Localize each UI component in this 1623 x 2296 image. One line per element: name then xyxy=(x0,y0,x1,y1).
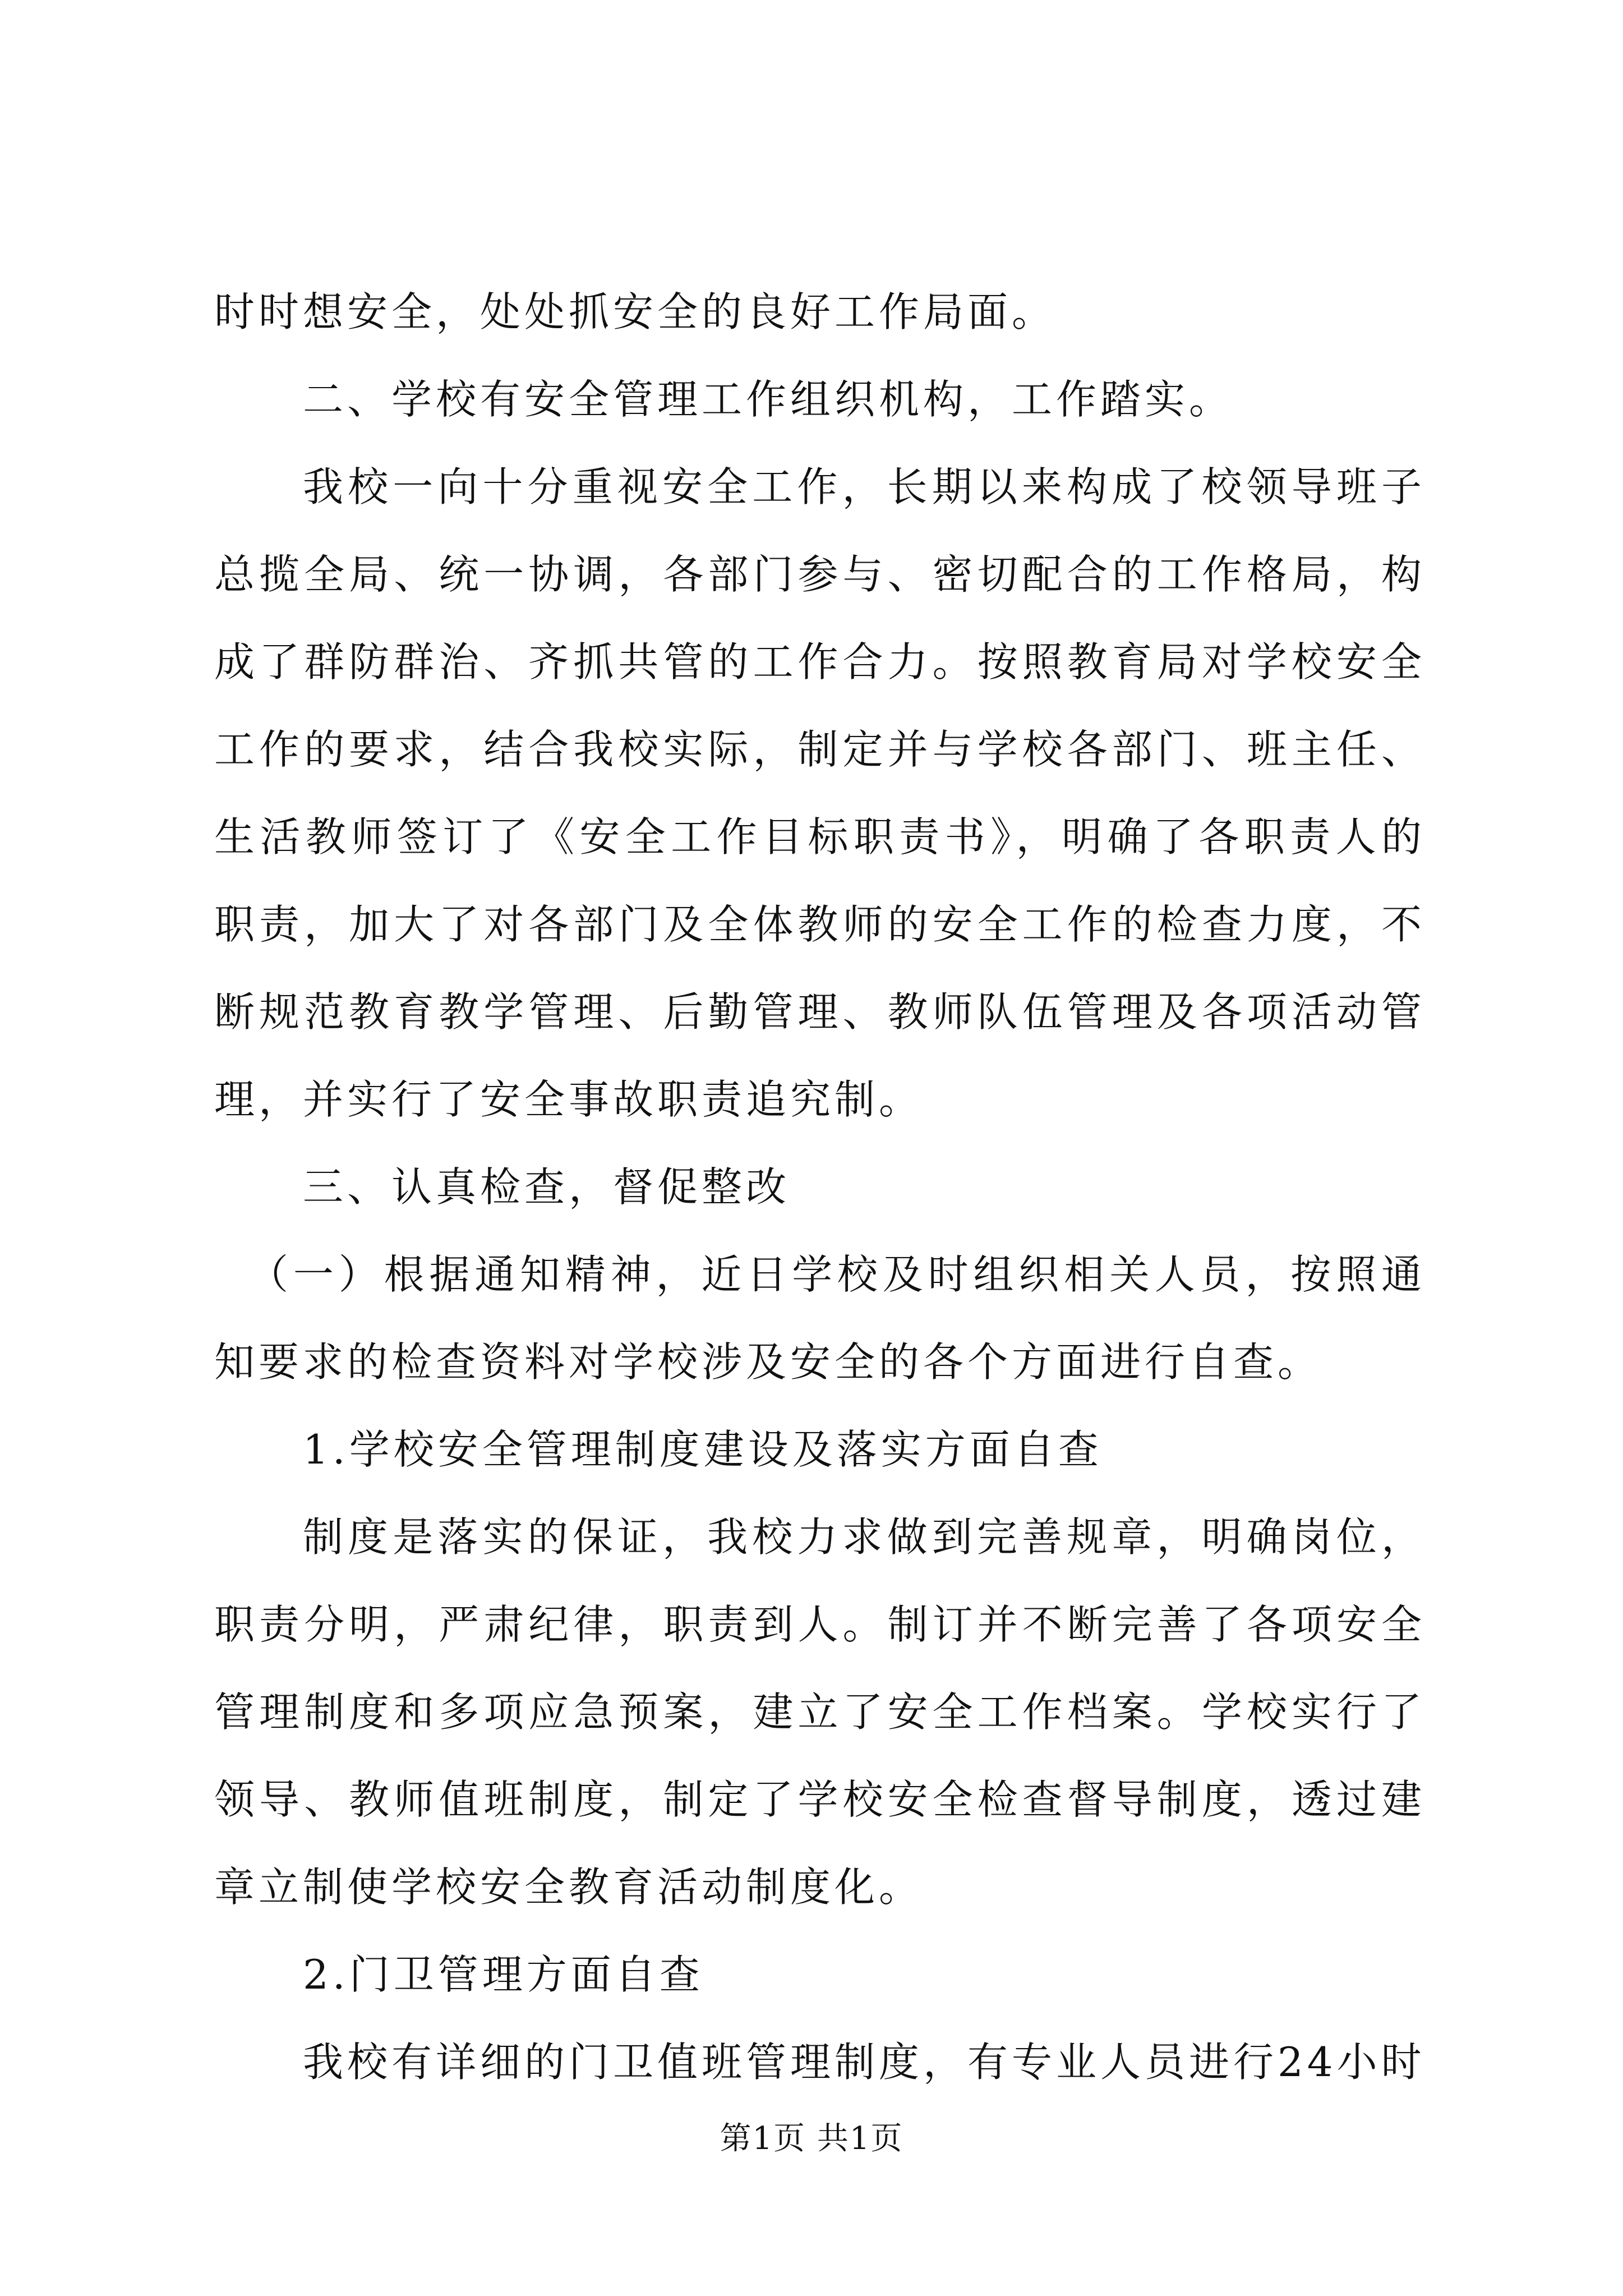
paragraph-guard-management: 我校有详细的门卫值班管理制度，有专业人员进行24小时 xyxy=(303,2039,1426,2086)
paragraph-safety-organization: 我校一向十分重视安全工作，长期以来构成了校领导班子总揽全局、统一协调，各部门参与、密切配合的工作格局，构成了群防群治、齐抓共管的工作合力。按照教育局对学校安全工作的要求，结合我校实际，制定并与学校各部门、班主任、生活教师签订了《安全工作目标职责书》，明确了各职责人的职责，加大了对各部门及全体教师的安全工作的检查力度，不断规范教育教学管理、后勤管理、教师队伍管理及各项活动管理，并实行了安全事故职责追究制。 xyxy=(214,463,1426,1123)
paragraph-management-system: 制度是落实的保证，我校力求做到完善规章，明确岗位，职责分明，严肃纪律，职责到人。制订并不断完善了各项安全管理制度和多项应急预案，建立了安全工作档案。学校实行了领导、教师值班制度，制定了学校安全检查督导制度，透过建章立制使学校安全教育活动制度化。 xyxy=(214,1513,1426,1911)
page-footer: 第1页 共1页 xyxy=(720,2120,903,2157)
paragraph-self-inspection: （一）根据通知精神，近日学校及时组织相关人员，按照通知要求的检查资料对学校涉及安全的各个方面进行自查。 xyxy=(214,1251,1426,1386)
paragraph-continuation: 时时想安全，处处抓安全的良好工作局面。 xyxy=(214,288,1057,335)
section-heading-2: 二、学校有安全管理工作组织机构，工作踏实。 xyxy=(303,376,1234,423)
document-body xyxy=(214,268,1426,2106)
subheading-1: 1.学校安全管理制度建设及落实方面自查 xyxy=(303,1426,1103,1473)
subheading-2: 2.门卫管理方面自查 xyxy=(303,1951,704,1998)
section-heading-3: 三、认真检查，督促整改 xyxy=(303,1163,791,1211)
